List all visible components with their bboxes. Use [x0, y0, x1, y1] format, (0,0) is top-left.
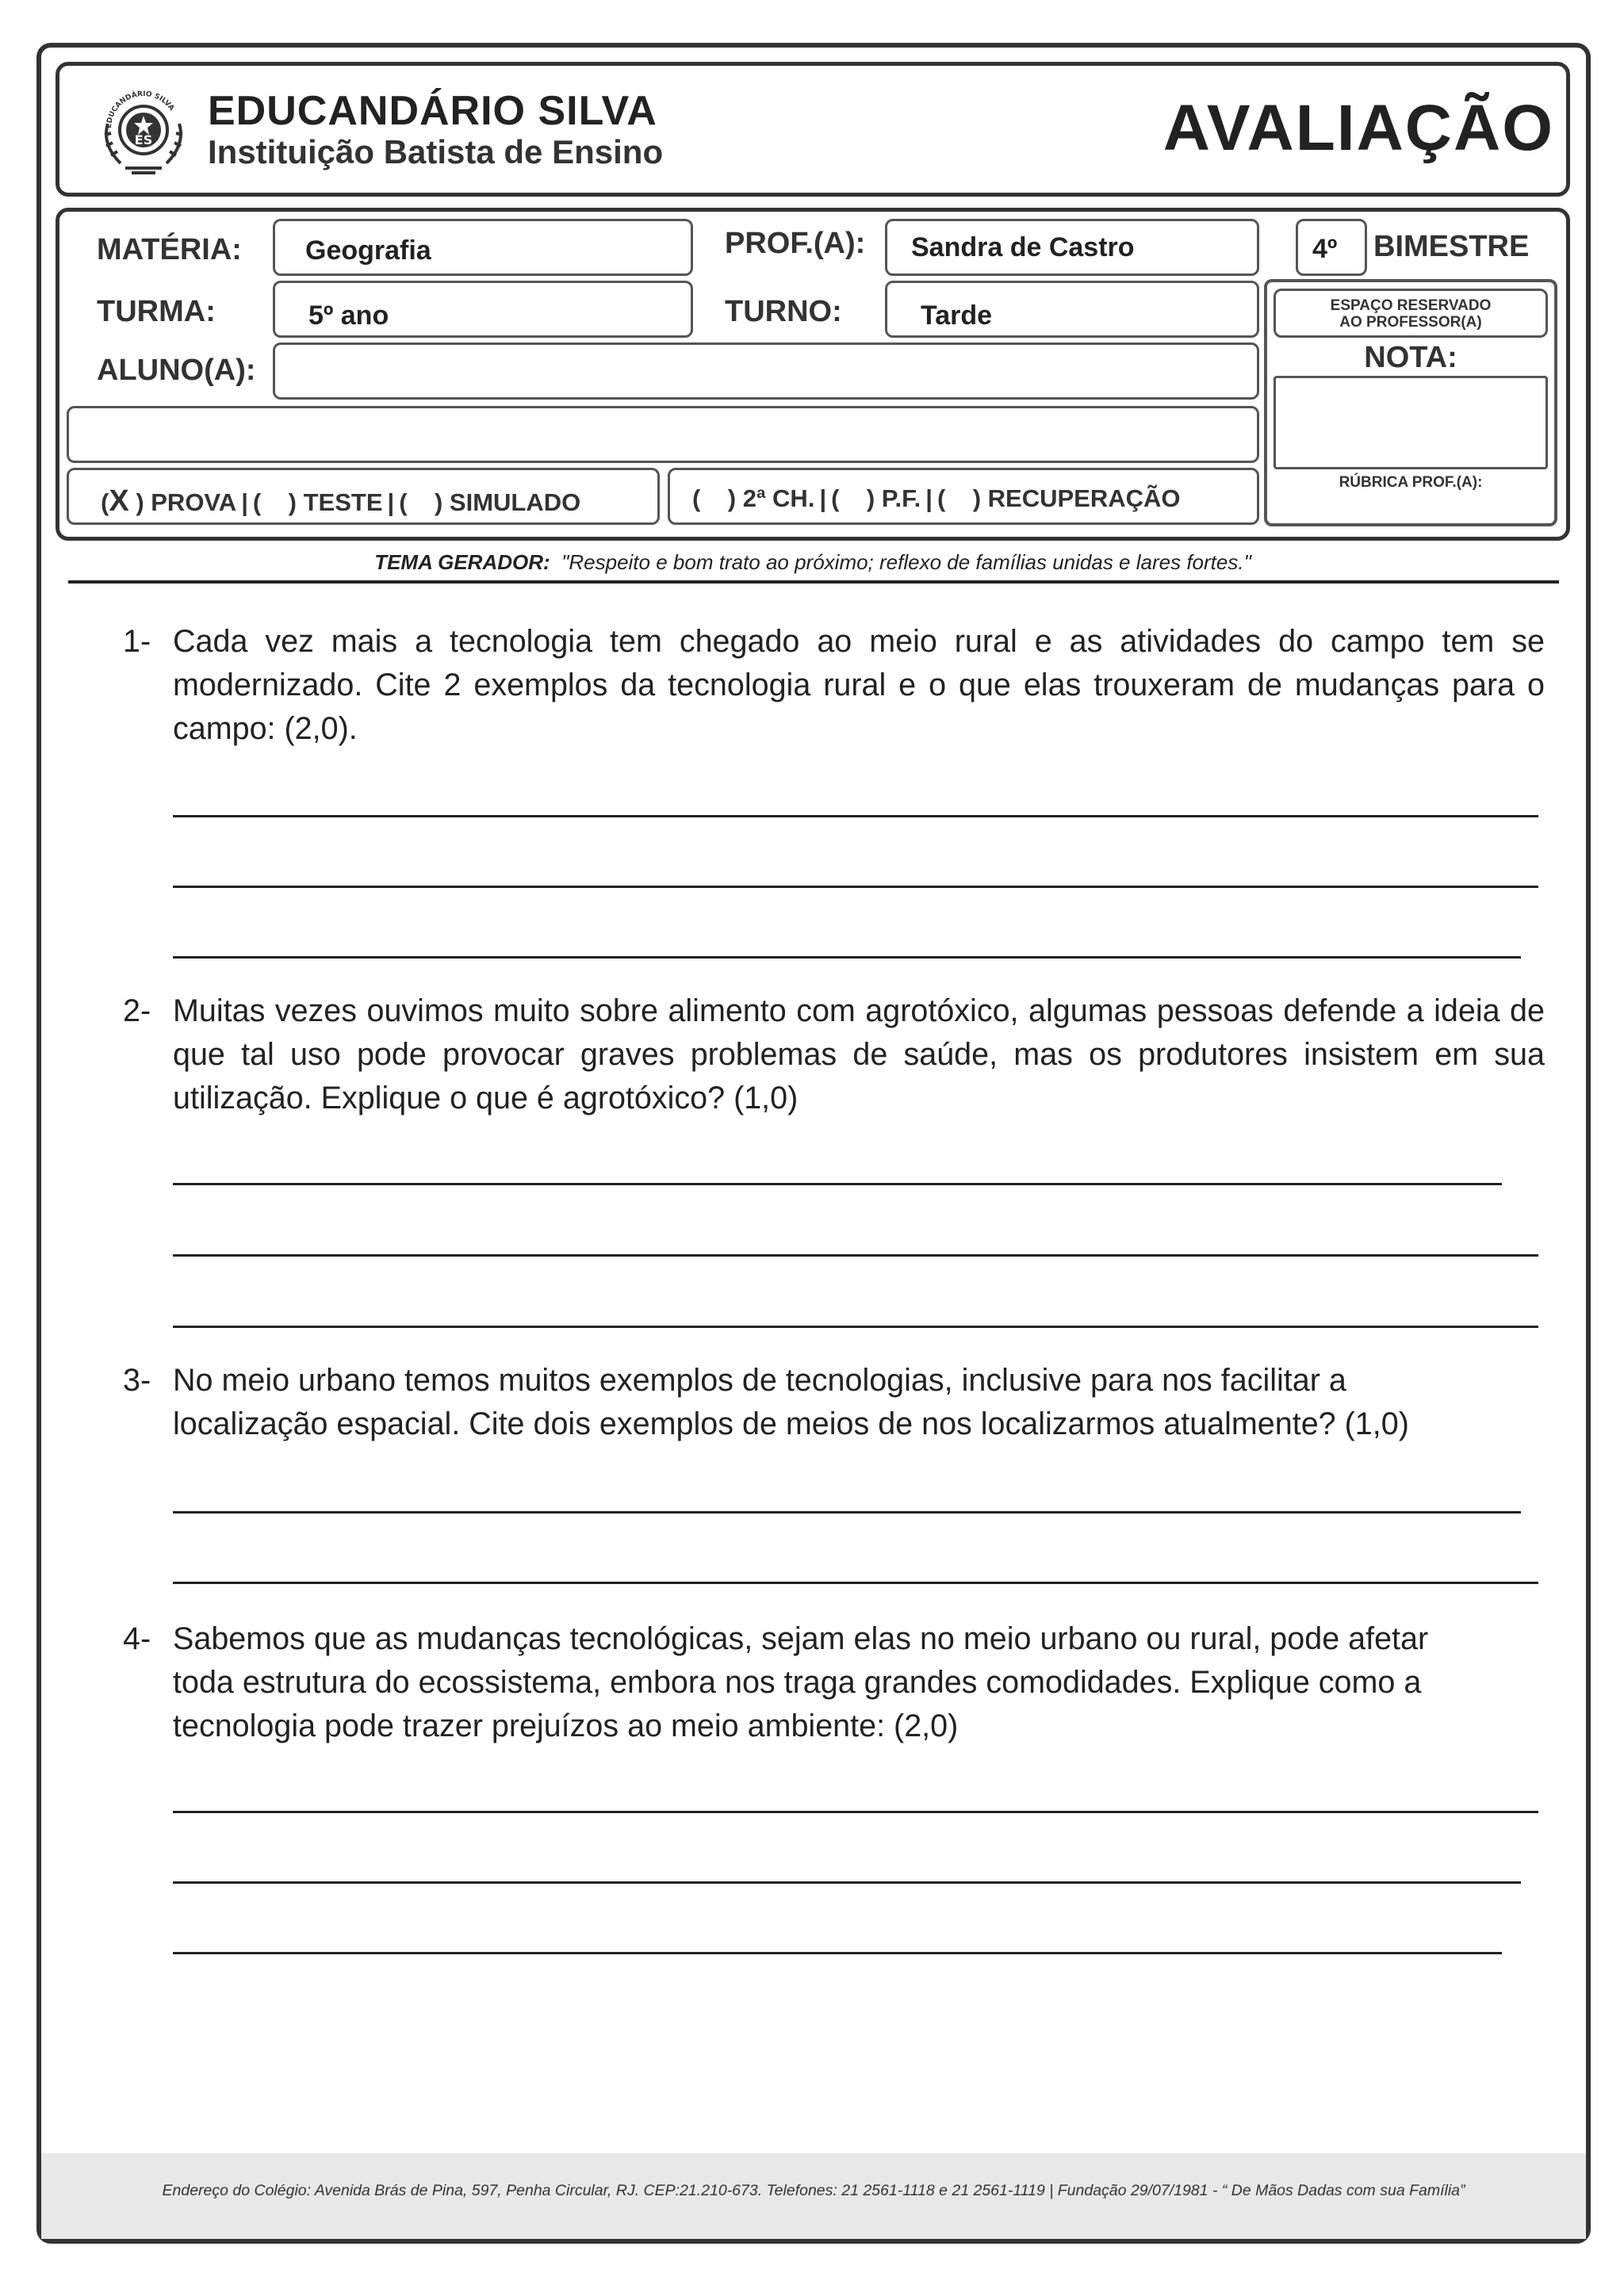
- answer-line-4b[interactable]: [173, 1881, 1521, 1884]
- materia-label: MATÉRIA:: [97, 233, 242, 266]
- segunda-chamada-option[interactable]: ) 2ª CH.: [727, 484, 815, 512]
- school-subtitle: Instituição Batista de Ensino: [208, 133, 664, 170]
- answer-line-1b[interactable]: [173, 886, 1538, 888]
- bimestre-number: 4º: [1312, 234, 1338, 264]
- nota-label: NOTA:: [1364, 341, 1457, 374]
- exam-call-options: [668, 468, 1259, 525]
- question-4-number: 4-: [123, 1621, 151, 1656]
- recuperacao-option[interactable]: ) RECUPERAÇÃO: [972, 484, 1181, 512]
- materia-field[interactable]: [273, 219, 693, 276]
- document-title: AVALIAÇÃO: [1162, 92, 1554, 164]
- rubrica-label: RÚBRICA PROF.(A):: [1339, 474, 1483, 491]
- question-1-number: 1-: [123, 624, 151, 659]
- bimestre-number-box[interactable]: [1296, 219, 1367, 276]
- school-name: EDUCANDÁRIO SILVA: [208, 88, 657, 134]
- prova-mark: X: [109, 484, 129, 518]
- footer-address: Endereço do Colégio: Avenida Brás de Pina, 597, Penha Circular, RJ. CEP:21.210-673. Telefones: 21 2561-1118 e 21 2561-1119 | Fundação 29/07/1981 - “ De Mãos Dadas com sua Família”: [162, 2182, 1465, 2199]
- logo-text: EDUCANDÁRIO SILVA: [105, 90, 176, 129]
- prof-field[interactable]: [885, 219, 1259, 276]
- bimestre-label: BIMESTRE: [1373, 230, 1530, 263]
- question-4-line3: tecnologia pode trazer prejuízos ao meio ambiente: (2,0): [173, 1709, 959, 1743]
- question-2-number: 2-: [123, 993, 151, 1028]
- pf-option[interactable]: ) P.F.: [866, 484, 921, 512]
- exam-type-row: (X ) PROVA | ( ) TESTE | ( ) SIMULADO: [101, 484, 581, 518]
- turma-field[interactable]: [273, 281, 693, 338]
- answer-line-1a[interactable]: [173, 815, 1538, 817]
- exam-type-options: [67, 468, 660, 525]
- question-2-text: Muitas vezes ouvimos muito sobre alimento com agrotóxico, algumas pessoas defende a ideia de que tal uso pode provocar graves problemas de saúde, mas os produtores insistem em sua utilização. Explique o que é agrotóxico? (1,0): [173, 993, 1545, 1115]
- teste-option[interactable]: ) TESTE: [288, 488, 383, 516]
- tema-label: TEMA GERADOR:: [374, 550, 550, 574]
- prof-value: Sandra de Castro: [911, 232, 1135, 262]
- question-3-line1: No meio urbano temos muitos exemplos de tecnologias, inclusive para nos facilitar a: [173, 1363, 1346, 1398]
- question-4-line1: Sabemos que as mudanças tecnológicas, sejam elas no meio urbano ou rural, pode afetar: [173, 1621, 1429, 1656]
- school-logo: [97, 79, 190, 179]
- answer-line-4c[interactable]: [173, 1952, 1502, 1954]
- tema-text: "Respeito e bom trato ao próximo; reflexo de famílias unidas e lares fortes.": [561, 550, 1251, 574]
- simulado-option[interactable]: ) SIMULADO: [434, 488, 581, 516]
- exam-call-row: ( ) 2ª CH. | ( ) P.F. | ( ) RECUPERAÇÃO: [692, 484, 1181, 512]
- prof-label: PROF.(A):: [725, 227, 866, 260]
- tema-gerador: [56, 550, 1570, 575]
- answer-line-2b[interactable]: [173, 1254, 1538, 1257]
- answer-line-4a[interactable]: [173, 1811, 1538, 1813]
- reserved-label-line1: ESPAÇO RESERVADO: [1330, 297, 1492, 314]
- divider-line: [68, 580, 1559, 584]
- reserved-label-line2: AO PROFESSOR(A): [1339, 314, 1482, 331]
- turno-label: TURNO:: [725, 295, 842, 328]
- answer-line-3b[interactable]: [173, 1582, 1538, 1584]
- question-1-text: Cada vez mais a tecnologia tem chegado ao meio rural e as atividades do campo tem se modernizado. Cite 2 exemplos da tecnologia rural e o que elas trouxeram de mudanças para o campo: (2,0).: [173, 624, 1545, 746]
- materia-value: Geografia: [305, 235, 431, 266]
- extra-field[interactable]: [67, 406, 1259, 463]
- turno-field[interactable]: [885, 281, 1259, 338]
- answer-line-2c[interactable]: [173, 1326, 1538, 1328]
- svg-text:ES: ES: [134, 132, 153, 147]
- nota-field[interactable]: [1274, 376, 1548, 469]
- reserved-space-box: [1274, 289, 1548, 338]
- turno-value: Tarde: [921, 300, 993, 331]
- answer-line-3a[interactable]: [173, 1511, 1521, 1513]
- question-3-line2: localização espacial. Cite dois exemplos de meios de nos localizarmos atualmente? (1,0): [173, 1406, 1409, 1441]
- turma-value: 5º ano: [308, 300, 389, 331]
- answer-line-1c[interactable]: [173, 956, 1521, 959]
- question-3-number: 3-: [123, 1363, 151, 1398]
- question-4-line2: toda estrutura do ecossistema, embora nos traga grandes comodidades. Explique como a: [173, 1665, 1422, 1700]
- aluno-label: ALUNO(A):: [97, 354, 256, 387]
- answer-line-2a[interactable]: [173, 1183, 1502, 1185]
- turma-label: TURMA:: [97, 295, 216, 328]
- aluno-field[interactable]: [273, 342, 1259, 400]
- prova-option[interactable]: ) PROVA: [136, 488, 237, 516]
